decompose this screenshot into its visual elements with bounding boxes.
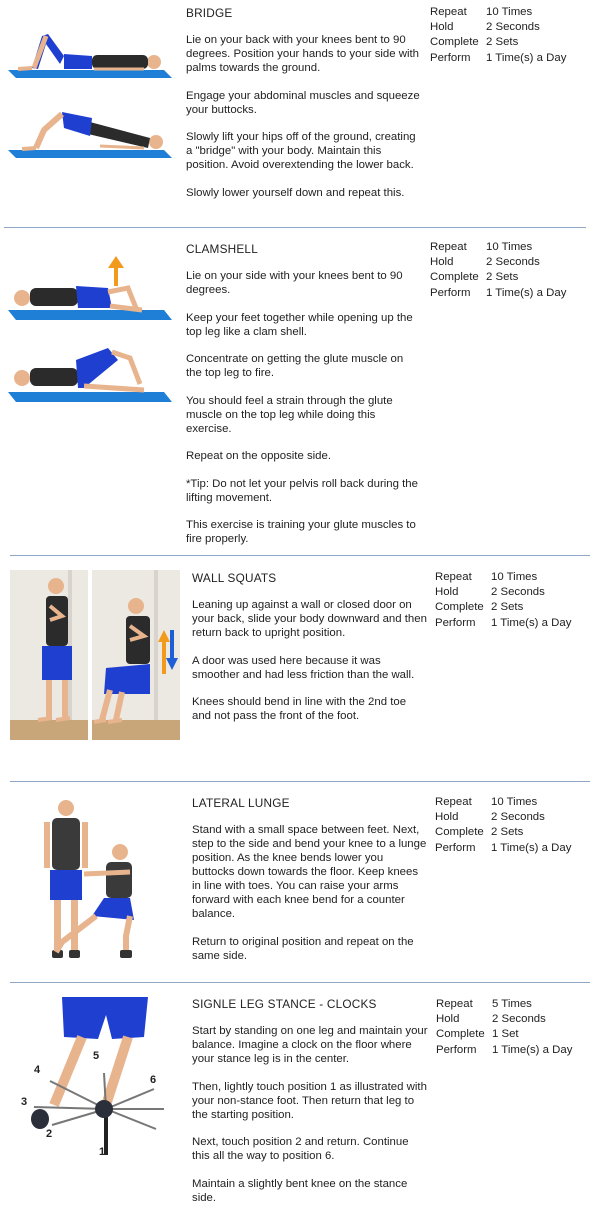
clock-number: 6 xyxy=(150,1074,157,1086)
exercise-wall-squats xyxy=(0,556,600,782)
clock-stance-illustration xyxy=(14,997,180,1163)
instruction-paragraph: Lie on your side with your knees bent to 90 degrees. xyxy=(186,270,403,296)
dosage-table xyxy=(435,795,595,856)
bridge-instructions xyxy=(186,6,422,213)
dosage-label: Perform xyxy=(430,51,471,64)
instruction-paragraph: Return to original position and repeat on the same side. xyxy=(192,935,414,962)
dosage-row xyxy=(430,240,590,255)
lateral-lunge-figure-icon xyxy=(34,798,154,964)
clamshell-instructions xyxy=(186,242,422,560)
instruction-paragraph: Slowly lower yourself down and repeat this. xyxy=(186,186,405,199)
dosage-label: Perform xyxy=(435,616,476,629)
dosage-value: 10 Times xyxy=(486,241,533,253)
dosage-row xyxy=(435,825,595,840)
wall-squat-figure-icon xyxy=(10,570,180,740)
exercise-title: LATERAL LUNGE xyxy=(192,796,290,810)
dosage-value: 1 Set xyxy=(492,1028,519,1041)
exercise-title: BRIDGE xyxy=(186,6,233,20)
dosage-table xyxy=(435,570,595,631)
dosage-value: 2 Seconds xyxy=(492,1013,546,1026)
instruction-paragraph: Next, touch position 2 and return. Continue this all the way to position 6. xyxy=(192,1136,409,1162)
clock-number: 5 xyxy=(93,1050,100,1062)
clock-number: 4 xyxy=(34,1064,41,1076)
dosage-value: 2 Sets xyxy=(491,826,524,839)
dosage-value: 2 Seconds xyxy=(491,811,545,824)
clamshell-illustration xyxy=(4,252,172,404)
dosage-label: Repeat xyxy=(430,6,467,18)
dosage-label: Repeat xyxy=(435,796,472,808)
dosage-label: Complete xyxy=(435,826,484,839)
dosage-label: Hold xyxy=(430,256,454,269)
dosage-label: Repeat xyxy=(436,998,473,1010)
dosage-table xyxy=(436,997,596,1058)
dosage-value: 1 Time(s) a Day xyxy=(486,51,567,64)
dosage-row xyxy=(436,997,596,1012)
dosage-label: Complete xyxy=(430,36,479,49)
lateral-lunge-instructions xyxy=(192,796,428,976)
dosage-row xyxy=(436,1012,596,1027)
exercise-title: WALL SQUATS xyxy=(192,571,277,585)
dosage-row xyxy=(435,810,595,825)
dosage-value: 2 Sets xyxy=(491,601,524,614)
lateral-lunge-illustration xyxy=(34,798,154,964)
dosage-label: Perform xyxy=(435,841,476,854)
dosage-label: Repeat xyxy=(435,571,472,583)
instruction-paragraph: Maintain a slightly bent knee on the stance side. xyxy=(192,1177,408,1204)
dosage-label: Hold xyxy=(435,811,459,824)
dosage-value: 2 Sets xyxy=(486,271,519,284)
dosage-row xyxy=(430,255,590,270)
clock-number: 2 xyxy=(46,1128,53,1140)
dosage-row xyxy=(430,20,590,35)
instruction-paragraph: Concentrate on getting the glute muscle on the top leg to fire. xyxy=(186,353,404,379)
dosage-label: Perform xyxy=(436,1043,477,1056)
wall-squats-illustration xyxy=(10,570,180,740)
dosage-value: 10 Times xyxy=(491,796,538,808)
dosage-value: 1 Time(s) a Day xyxy=(491,841,572,854)
dosage-row xyxy=(435,585,595,600)
dosage-row xyxy=(435,600,595,615)
dosage-row xyxy=(430,286,590,301)
exercise-title: SIGNLE LEG STANCE - CLOCKS xyxy=(192,997,377,1011)
bridge-figure-icon xyxy=(4,22,172,170)
dosage-label: Hold xyxy=(435,586,459,599)
dosage-value: 1 Time(s) a Day xyxy=(486,286,567,299)
exercise-title: CLAMSHELL xyxy=(186,242,258,256)
dosage-label: Hold xyxy=(430,21,454,34)
dosage-table xyxy=(430,5,590,66)
dosage-value: 2 Sets xyxy=(486,36,519,49)
dosage-row xyxy=(430,51,590,66)
clock-stance-instructions xyxy=(192,997,428,1218)
instruction-paragraph: Knees should bend in line with the 2nd toe and not pass the front of the foot. xyxy=(192,696,407,722)
instruction-paragraph: Slowly lift your hips off of the ground, creating a "bridge" with your body. Maintain this position. Avoid overextending the lower back. xyxy=(186,131,416,171)
exercise-bridge xyxy=(0,0,600,228)
instruction-paragraph: Then, lightly touch position 1 as illustrated with your non-stance foot. Then return that leg to the starting position. xyxy=(192,1080,427,1121)
dosage-value: 5 Times xyxy=(492,998,532,1010)
dosage-label: Complete xyxy=(436,1028,485,1041)
bridge-illustration xyxy=(4,22,172,170)
dosage-row xyxy=(435,841,595,856)
clock-number: 1 xyxy=(99,1146,106,1158)
wall-squats-instructions xyxy=(192,571,428,737)
dosage-row xyxy=(435,795,595,810)
instruction-paragraph: *Tip: Do not let your pelvis roll back during the lifting movement. xyxy=(186,477,418,504)
dosage-row xyxy=(430,35,590,50)
dosage-row xyxy=(430,5,590,20)
dosage-value: 10 Times xyxy=(486,6,533,18)
instruction-paragraph: Engage your abdominal muscles and squeeze your buttocks. xyxy=(186,89,420,116)
clock-number: 3 xyxy=(21,1096,28,1108)
instruction-paragraph: Keep your feet together while opening up the top leg like a clam shell. xyxy=(186,311,413,338)
dosage-row xyxy=(436,1027,596,1042)
instruction-paragraph: Lie on your back with your knees bent to 90 degrees. Position your hands to your side with palms towards the ground. xyxy=(186,34,420,74)
dosage-row xyxy=(435,616,595,631)
exercise-lateral-lunge xyxy=(0,782,600,982)
dosage-value: 10 Times xyxy=(491,571,538,583)
dosage-value: 2 Seconds xyxy=(491,586,545,599)
instruction-paragraph: Stand with a small space between feet. Next, step to the side and bend your knee to a lunge position. As the knee bends lower you buttocks down towards the floor. Keep knees in line with toes. You can raise your arms forward with each knee bend for a counter balance. xyxy=(192,824,427,920)
dosage-row xyxy=(436,1043,596,1058)
dosage-value: 2 Seconds xyxy=(486,256,540,269)
dosage-label: Repeat xyxy=(430,241,467,253)
dosage-label: Complete xyxy=(435,601,484,614)
dosage-value: 1 Time(s) a Day xyxy=(491,616,572,629)
dosage-label: Hold xyxy=(436,1013,460,1026)
instruction-paragraph: You should feel a strain through the glute muscle on the top leg while doing this exercise. xyxy=(186,394,393,435)
dosage-value: 1 Time(s) a Day xyxy=(492,1043,573,1056)
dosage-value: 2 Seconds xyxy=(486,21,540,34)
dosage-row xyxy=(430,270,590,285)
clamshell-figure-icon xyxy=(4,252,172,404)
dosage-row xyxy=(435,570,595,585)
instruction-paragraph: Repeat on the opposite side. xyxy=(186,450,332,462)
instruction-paragraph: Leaning up against a wall or closed door on your back, slide your body downward and then return back to upright position. xyxy=(192,599,427,639)
exercise-clamshell xyxy=(0,228,600,556)
exercise-single-leg-stance-clocks xyxy=(0,983,600,1232)
instruction-paragraph: A door was used here because it was smoother and had less friction than the wall. xyxy=(192,654,415,681)
dosage-label: Perform xyxy=(430,286,471,299)
dosage-label: Complete xyxy=(430,271,479,284)
instruction-paragraph: This exercise is training your glute muscles to fire properly. xyxy=(186,519,416,545)
dosage-table xyxy=(430,240,590,301)
instruction-paragraph: Start by standing on one leg and maintain your balance. Imagine a clock on the floor where your stance leg is in the center. xyxy=(192,1025,428,1065)
